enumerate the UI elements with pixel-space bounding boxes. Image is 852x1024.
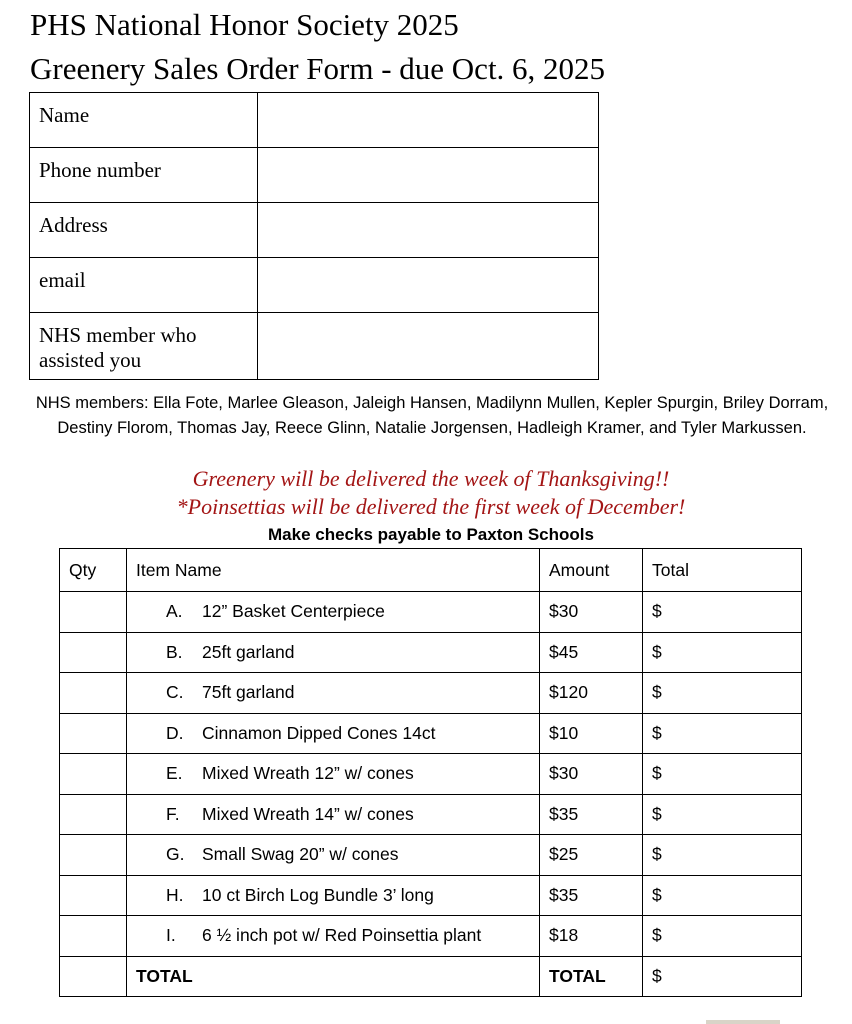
item-letter: D. (166, 722, 184, 743)
item-total-field[interactable]: $ (643, 592, 802, 633)
item-name-text: Mixed Wreath 12” w/ cones (202, 763, 414, 784)
order-row (60, 754, 802, 795)
total-label: TOTAL (127, 956, 540, 997)
info-row-phone (30, 148, 599, 203)
phone-label: Phone number (30, 148, 258, 203)
item-name (127, 794, 540, 835)
item-name-header: Item Name (127, 549, 540, 592)
email-label: email (30, 258, 258, 313)
info-row-email (30, 258, 599, 313)
item-name-text: 75ft garland (202, 682, 295, 703)
item-amount: $35 (540, 875, 643, 916)
item-name-text: Mixed Wreath 14” w/ cones (202, 803, 414, 824)
item-letter: B. (166, 641, 183, 662)
qty-field[interactable] (60, 673, 127, 714)
order-row (60, 632, 802, 673)
name-field[interactable] (258, 93, 599, 148)
item-letter: E. (166, 763, 183, 784)
total-qty-field[interactable] (60, 956, 127, 997)
info-row-member (30, 313, 599, 380)
item-total-field[interactable]: $ (643, 632, 802, 673)
item-amount: $10 (540, 713, 643, 754)
item-letter: G. (166, 844, 185, 865)
order-row (60, 673, 802, 714)
item-letter: H. (166, 884, 184, 905)
order-row (60, 794, 802, 835)
item-letter: C. (166, 682, 184, 703)
qty-field[interactable] (60, 875, 127, 916)
qty-field[interactable] (60, 916, 127, 957)
item-name (127, 835, 540, 876)
item-name (127, 673, 540, 714)
address-field[interactable] (258, 203, 599, 258)
qty-field[interactable] (60, 592, 127, 633)
order-total-row (60, 956, 802, 997)
checks-payable-note: Make checks payable to Paxton Schools (268, 525, 594, 544)
total-amount-label: TOTAL (540, 956, 643, 997)
item-amount: $18 (540, 916, 643, 957)
member-label: NHS member who assisted you (30, 313, 258, 380)
total-header: Total (643, 549, 802, 592)
order-header-row (60, 549, 802, 592)
item-name (127, 875, 540, 916)
qty-field[interactable] (60, 835, 127, 876)
item-name (127, 916, 540, 957)
amount-header: Amount (540, 549, 643, 592)
order-row (60, 916, 802, 957)
item-amount: $25 (540, 835, 643, 876)
item-amount: $30 (540, 592, 643, 633)
item-name (127, 592, 540, 633)
address-label: Address (30, 203, 258, 258)
members-list (20, 391, 844, 441)
qty-field[interactable] (60, 754, 127, 795)
item-amount: $45 (540, 632, 643, 673)
order-row (60, 713, 802, 754)
order-row (60, 592, 802, 633)
item-total-field[interactable]: $ (643, 794, 802, 835)
qty-field[interactable] (60, 794, 127, 835)
form-title-line-1: PHS National Honor Society 2025 (30, 7, 459, 42)
order-row (60, 835, 802, 876)
item-name-text: 12” Basket Centerpiece (202, 601, 385, 622)
item-name-text: 25ft garland (202, 641, 295, 662)
item-name-text: Small Swag 20” w/ cones (202, 844, 399, 865)
item-amount: $120 (540, 673, 643, 714)
grand-total-field[interactable]: $ (643, 956, 802, 997)
qty-field[interactable] (60, 632, 127, 673)
item-amount: $30 (540, 754, 643, 795)
item-letter: A. (166, 601, 183, 622)
item-total-field[interactable]: $ (643, 713, 802, 754)
qty-header: Qty (60, 549, 127, 592)
item-name-text: 6 ½ inch pot w/ Red Poinsettia plant (202, 925, 482, 946)
item-total-field[interactable]: $ (643, 875, 802, 916)
item-total-field[interactable]: $ (643, 916, 802, 957)
item-name-text: 10 ct Birch Log Bundle 3’ long (202, 884, 434, 905)
item-letter: I. (166, 925, 176, 946)
item-letter: F. (166, 803, 180, 824)
item-name (127, 713, 540, 754)
item-amount: $35 (540, 794, 643, 835)
members-text: NHS members: Ella Fote, Marlee Gleason, Jaleigh Hansen, Madilynn Mullen, Kepler Spurgin, Briley Dorram, Destiny Florom, Thomas Jay, Reece Glinn, Natalie Jorgensen, Hadleigh Kramer, and Tyler Markussen. (35, 394, 829, 437)
phone-field[interactable] (258, 148, 599, 203)
greenery-delivery-note: Greenery will be delivered the week of Thanksgiving!! (192, 466, 670, 491)
item-name (127, 754, 540, 795)
order-row (60, 875, 802, 916)
page-scrap (706, 1020, 780, 1024)
poinsettia-delivery-note: *Poinsettias will be delivered the first week of December! (176, 494, 686, 519)
qty-field[interactable] (60, 713, 127, 754)
email-field[interactable] (258, 258, 599, 313)
info-row-address (30, 203, 599, 258)
info-row-name (30, 93, 599, 148)
member-field[interactable] (258, 313, 599, 380)
item-total-field[interactable]: $ (643, 673, 802, 714)
item-total-field[interactable]: $ (643, 835, 802, 876)
item-name-text: Cinnamon Dipped Cones 14ct (202, 722, 436, 743)
name-label: Name (30, 93, 258, 148)
item-total-field[interactable]: $ (643, 754, 802, 795)
item-name (127, 632, 540, 673)
customer-info-table (29, 92, 599, 380)
form-title-line-2: Greenery Sales Order Form - due Oct. 6, 2025 (30, 51, 606, 86)
order-table (59, 548, 802, 997)
